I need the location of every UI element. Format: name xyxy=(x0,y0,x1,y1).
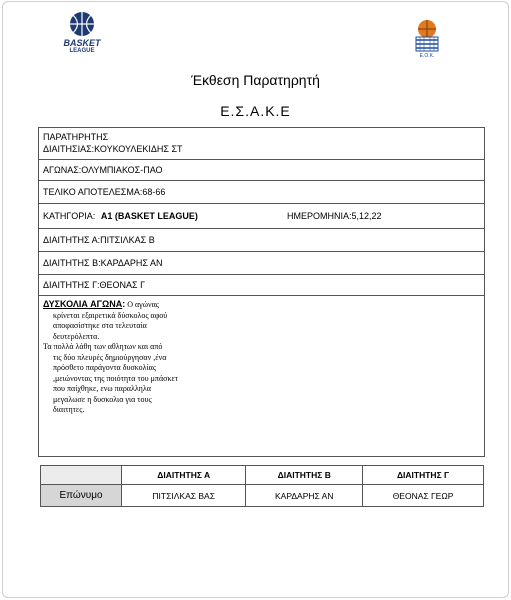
match-date: ΗΜΕΡΟΜΗΝΙΑ:5,12,22 xyxy=(287,211,382,221)
observer-row: ΠΑΡΑΤΗΡΗΤΗΣ ΔΙΑΙΤΗΣΙΑΣ:ΚΟΥΚΟΥΛΕΚΙΔΗΣ ΣΤ xyxy=(39,128,484,160)
category-label: ΚΑΤΗΓΟΡΙΑ: xyxy=(43,211,96,221)
header-referee-c: ΔΙΑΙΤΗΤΗΣ Γ xyxy=(363,466,484,485)
referees-table xyxy=(40,465,484,507)
basket-league-wordmark: BASKET LEAGUE xyxy=(63,38,101,54)
row-label-surname: Επώνυμο xyxy=(41,485,122,507)
table-header-row xyxy=(41,466,484,485)
referee-c-name: ΘΕΟΝΑΣ ΓΕΩΡ xyxy=(363,485,484,507)
difficulty-row xyxy=(39,296,484,456)
table-row xyxy=(41,485,484,507)
referee-b-row: ΔΙΑΙΤΗΤΗΣ Β:ΚΑΡΔΑΡΗΣ ΑΝ xyxy=(39,252,484,275)
header-referee-b: ΔΙΑΙΤΗΤΗΣ Β xyxy=(246,466,363,485)
final-score-row: ΤΕΛΙΚΟ ΑΠΟΤΕΛΕΣΜΑ:68-66 xyxy=(39,181,484,204)
report-title: Έκθεση Παρατηρητή xyxy=(191,72,320,88)
referee-a-row: ΔΙΑΙΤΗΤΗΣ Α:ΠΙΤΣΙΛΚΑΣ Β xyxy=(39,229,484,252)
header-referee-a: ΔΙΑΙΤΗΤΗΣ Α xyxy=(122,466,246,485)
referee-b-name: ΚΑΡΔΑΡΗΣ ΑΝ xyxy=(246,485,363,507)
report-page xyxy=(2,1,509,598)
referee-a-name: ΠΙΤΣΙΛΚΑΣ ΒΑΣ xyxy=(122,485,246,507)
referee-c-row: ΔΙΑΙΤΗΤΗΣ Γ:ΘΕΟΝΑΣ Γ xyxy=(39,275,484,296)
report-form xyxy=(38,127,485,457)
match-row: ΑΓΩΝΑΣ:ΟΛΥΜΠΙΑΚΟΣ-ΠΑΟ xyxy=(39,160,484,181)
difficulty-heading: ΔΥΣΚΟΛΙΑ ΑΓΩΝΑ xyxy=(43,299,123,309)
category-row xyxy=(39,204,484,229)
eok-caption: Ε.Ο.Κ. xyxy=(419,53,435,59)
difficulty-text: ΔΥΣΚΟΛΙΑ ΑΓΩΝΑ: Ο αγώνας κρίνεται εξαιρετικά δύσκολος αφού αποφασίστηκε στα τελευταία δευτερόλεπτα. Τα πολλά λάθη των αθλητων και από τις δύο πλευρές δημιούργησαν ,ένα πρόσθετο παράγοντα δυσκολίας ,μειώνοντας της ποιότητα του μπάσκετ που παίχθηκε, ενω παραλληλα μεγαλωσε η δυσκολια για τους διαιτητες. xyxy=(43,299,179,414)
report-subtitle: Ε.Σ.Α.Κ.Ε xyxy=(220,103,291,119)
category-value: A1 (BASKET LEAGUE) xyxy=(100,211,198,221)
